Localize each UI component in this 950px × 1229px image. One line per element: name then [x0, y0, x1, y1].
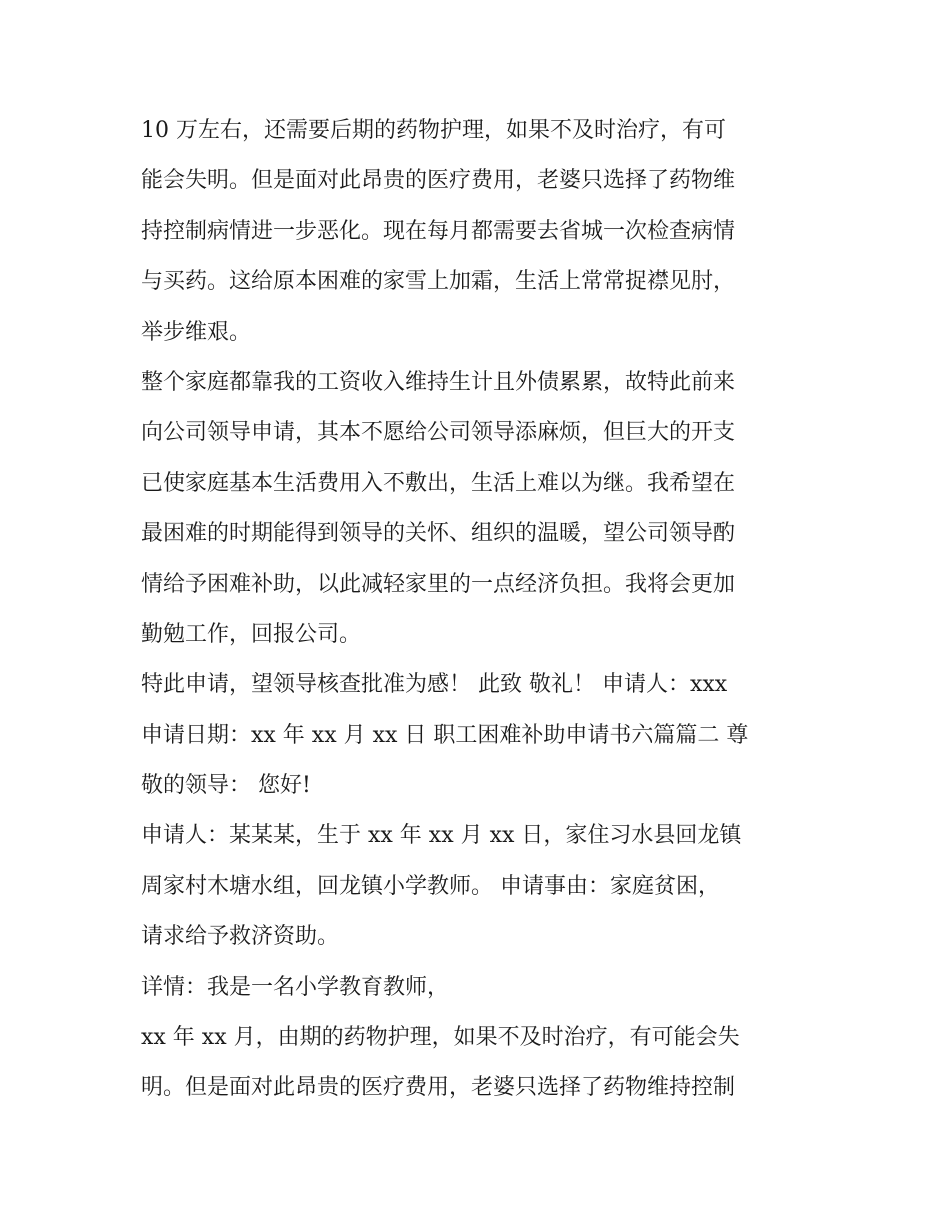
- text-line: 申请日期：xx 年 xx 月 xx 日 职工困难补助申请书六篇篇二 尊: [141, 722, 749, 748]
- text-line: 整个家庭都靠我的工资收入维持生计且外债累累，故特此前来: [141, 369, 736, 395]
- text-line: xx 年 xx 月，由期的药物护理，如果不及时治疗，有可能会失: [141, 1025, 740, 1051]
- text-line: 能会失明。但是面对此昂贵的医疗费用，老婆只选择了药物维: [141, 168, 736, 194]
- document-body: [141, 106, 821, 1114]
- text-line: 最困难的时期能得到领导的关怀、组织的温暖，望公司领导酌: [141, 521, 736, 547]
- text-line: 申请人：某某某，生于 xx 年 xx 月 xx 日，家住习水县回龙镇: [141, 823, 742, 849]
- text-line: 已使家庭基本生活费用入不敷出，生活上难以为继。我希望在: [141, 470, 736, 496]
- text-line: 向公司领导申请，其本不愿给公司领导添麻烦，但巨大的开支: [141, 420, 736, 446]
- text-line: 持控制病情进一步恶化。现在每月都需要去省城一次检查病情: [141, 218, 736, 244]
- text-line: 10 万左右，还需要后期的药物护理，如果不及时治疗，有可: [141, 118, 726, 143]
- text-line: 举步维艰。: [141, 319, 252, 345]
- text-line: 与买药。这给原本困难的家雪上加霜，生活上常常捉襟见肘，: [141, 269, 736, 295]
- text-line: 特此申请，望领导核查批准为感！ 此致 敬礼！ 申请人：xxx: [141, 672, 728, 698]
- text-line: 勤勉工作，回报公司。: [141, 621, 362, 647]
- text-line: 明。但是面对此昂贵的医疗费用，老婆只选择了药物维持控制: [141, 1075, 736, 1101]
- text-line: 请求给予救济资助。: [141, 924, 340, 950]
- text-line: 详情：我是一名小学教育教师，: [141, 974, 450, 1000]
- text-line: 周家村木塘水组，回龙镇小学教师。 申请事由：家庭贫困，: [141, 873, 720, 899]
- text-line: 情给予困难补助，以此减轻家里的一点经济负担。我将会更加: [141, 571, 736, 597]
- text-line: 敬的领导： 您好!: [141, 773, 311, 799]
